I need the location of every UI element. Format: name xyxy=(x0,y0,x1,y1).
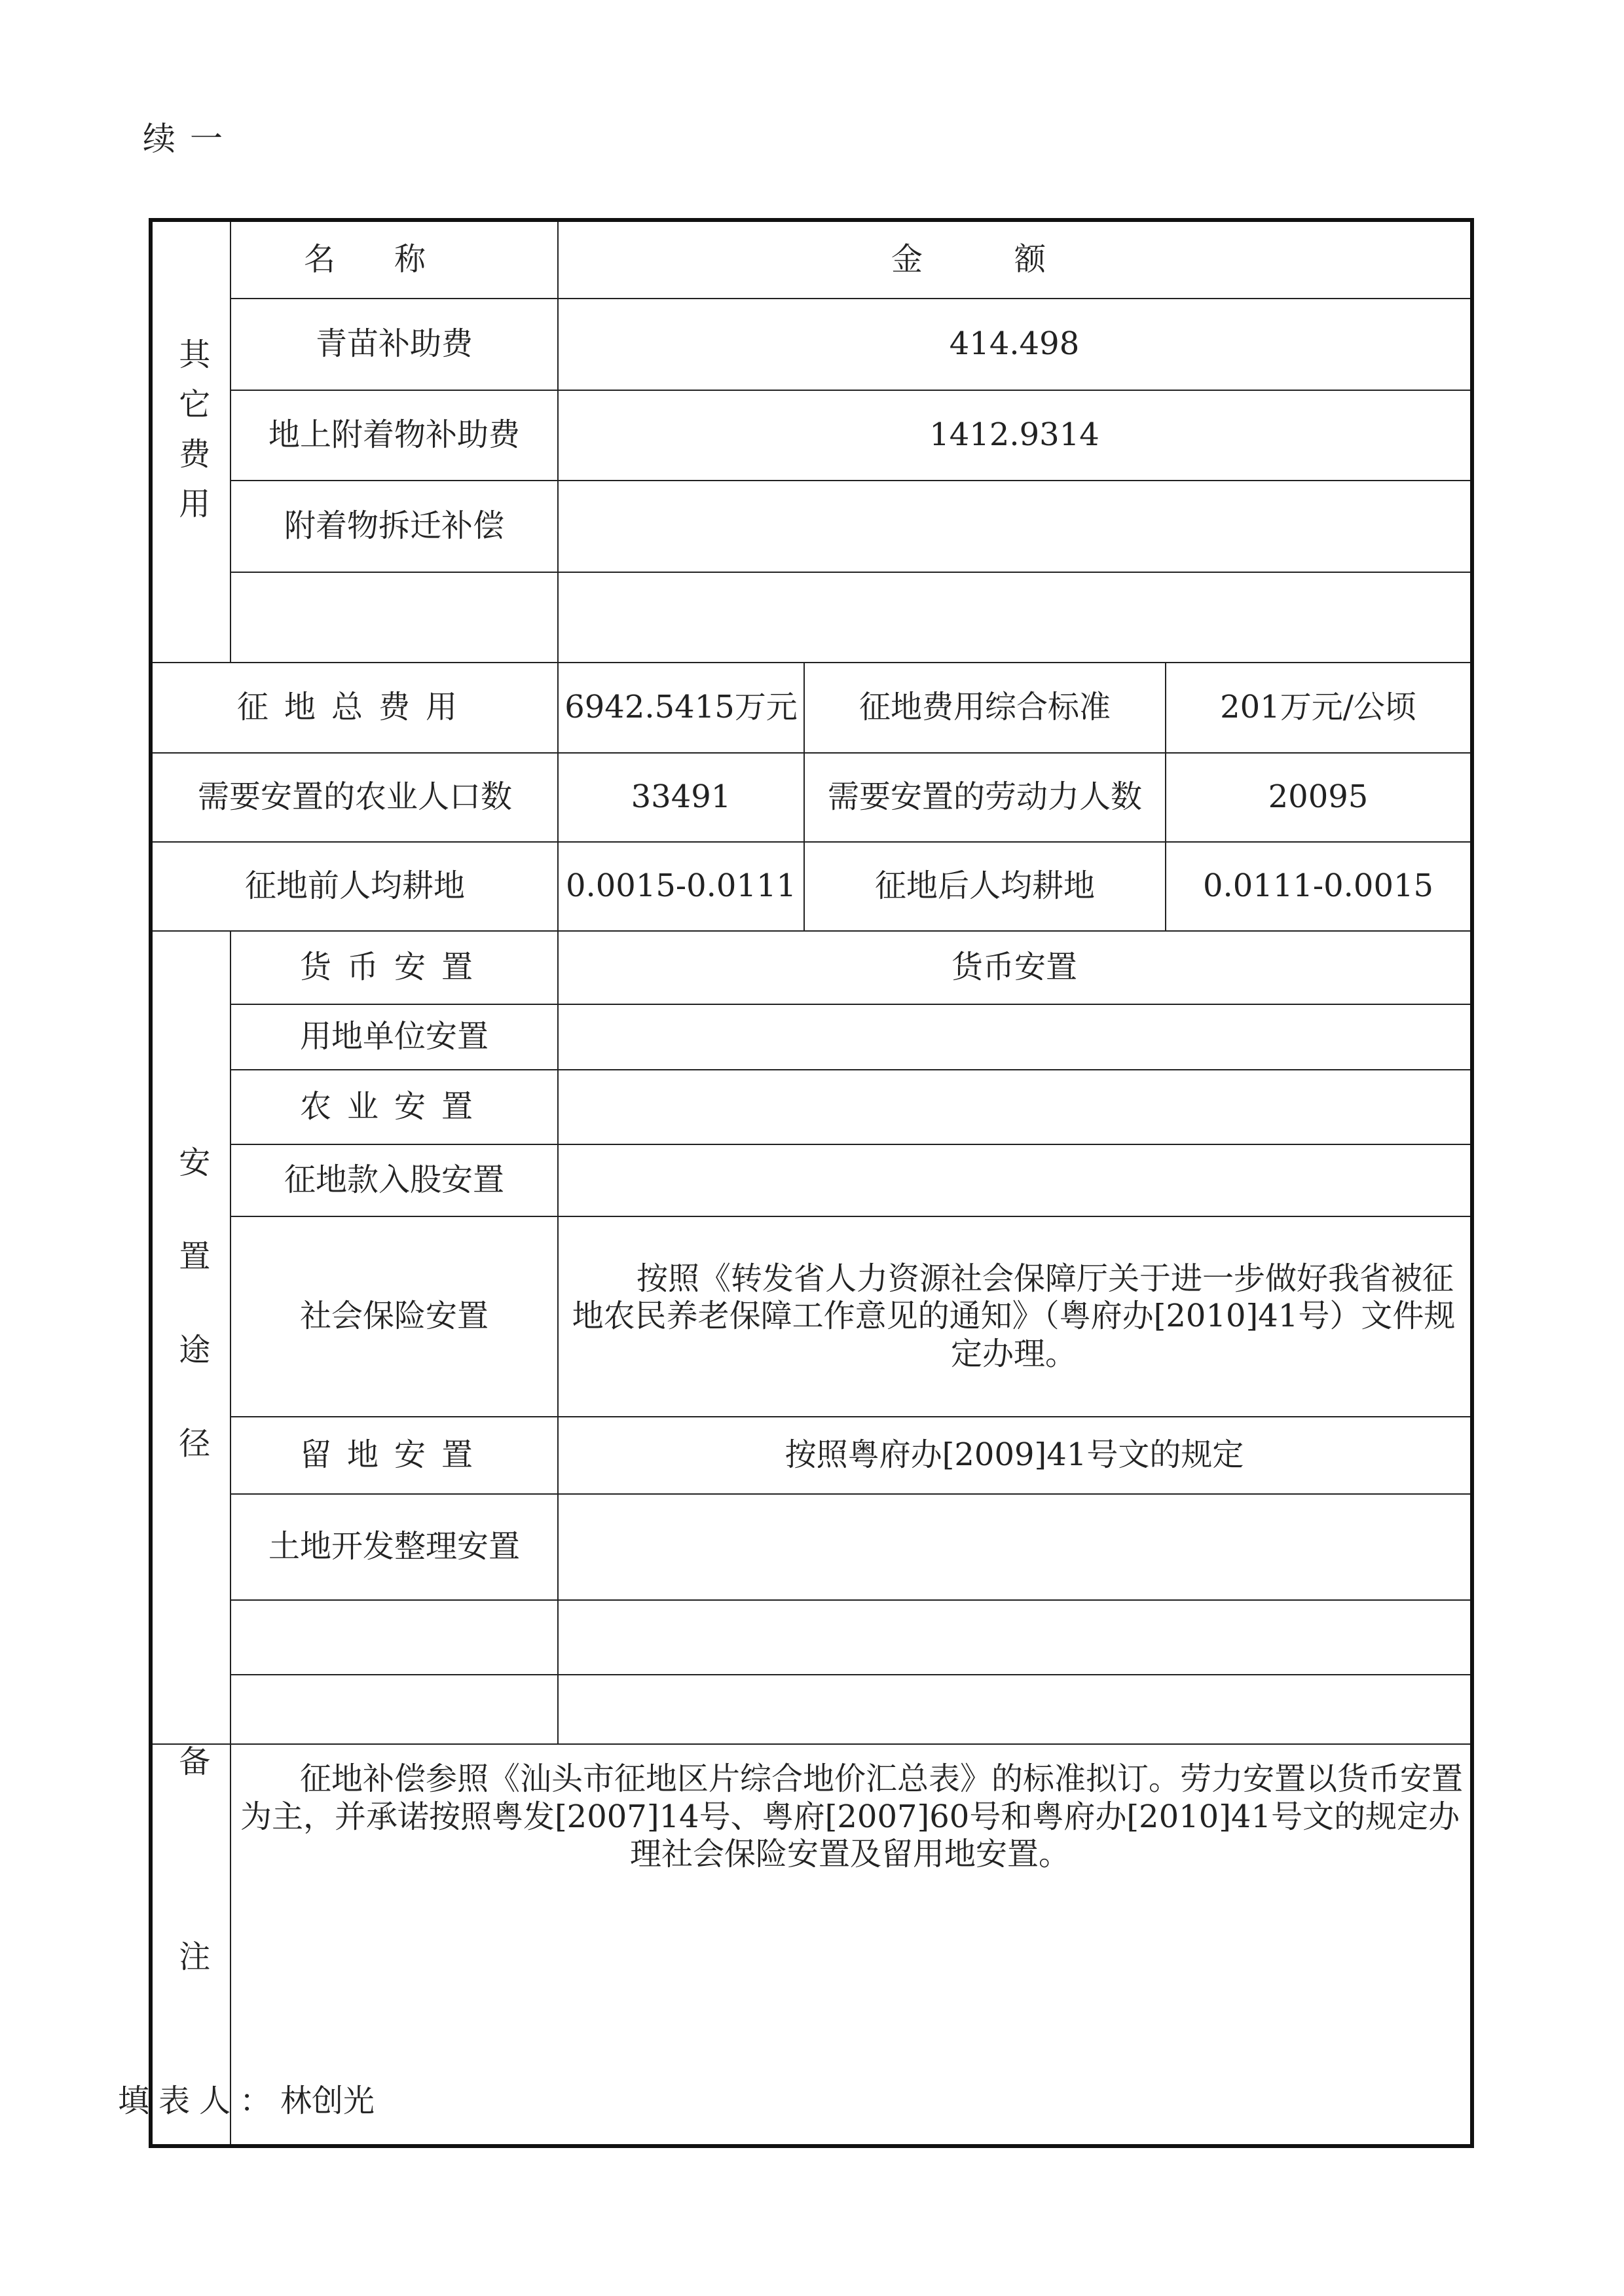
remarks-text: 征地补偿参照《汕头市征地区片综合地价汇总表》的标准拟订。劳力安置以货币安置为主，并承诺按照粤发[2007]14号、粤府[2007]60号和粤府办[2010]41号文的规定办理社会保险安置及留用地安置。 xyxy=(231,1744,1472,2146)
filler-name: 林创光 xyxy=(280,2083,375,2119)
resettle-value-3 xyxy=(558,1144,1472,1216)
fee-amount-0: 414.498 xyxy=(558,299,1472,390)
fee-name-2: 附着物拆迁补偿 xyxy=(231,481,558,572)
resettle-name-2: 农业安置 xyxy=(231,1070,558,1144)
farmland-after-value: 0.0111-0.0015 xyxy=(1166,842,1472,931)
resettle-value-1 xyxy=(558,1004,1472,1070)
standard-value: 201万元/公顷 xyxy=(1166,663,1472,753)
resettle-name-5: 留地安置 xyxy=(231,1417,558,1494)
resettlement-label: 安置途径 xyxy=(151,931,231,1744)
resettle-value-8 xyxy=(558,1675,1472,1744)
resettle-name-4: 社会保险安置 xyxy=(231,1216,558,1417)
farm-population-value: 33491 xyxy=(558,753,804,842)
total-cost-label: 征地总费用 xyxy=(151,663,558,753)
resettle-name-7 xyxy=(231,1600,558,1675)
fee-name-3 xyxy=(231,572,558,663)
filler-line xyxy=(118,2075,375,2121)
col-header-name: 名称 xyxy=(231,220,558,299)
resettle-value-7 xyxy=(558,1600,1472,1675)
resettle-name-0: 货币安置 xyxy=(231,931,558,1004)
remarks-label: 备注 xyxy=(151,1744,231,2146)
total-cost-value: 6942.5415万元 xyxy=(558,663,804,753)
farmland-before-value: 0.0015-0.0111 xyxy=(558,842,804,931)
resettle-value-4: 按照《转发省人力资源社会保障厅关于进一步做好我省被征地农民养老保障工作意见的通知》（粤府办[2010]41号）文件规定办理。 xyxy=(558,1216,1472,1417)
resettle-name-6: 土地开发整理安置 xyxy=(231,1494,558,1600)
resettle-value-6 xyxy=(558,1494,1472,1600)
fee-amount-3 xyxy=(558,572,1472,663)
resettle-value-2 xyxy=(558,1070,1472,1144)
page-header: 续一 xyxy=(143,120,237,158)
fee-name-1: 地上附着物补助费 xyxy=(231,390,558,481)
filler-label: 填表人： xyxy=(118,2083,281,2119)
labor-value: 20095 xyxy=(1166,753,1472,842)
col-header-amount: 金额 xyxy=(558,220,1472,299)
other-fees-label: 其它费用 xyxy=(151,220,231,663)
land-acquisition-table xyxy=(149,218,1474,2148)
resettle-name-8 xyxy=(231,1675,558,1744)
farmland-before-label: 征地前人均耕地 xyxy=(151,842,558,931)
resettle-name-3: 征地款入股安置 xyxy=(231,1144,558,1216)
farmland-after-label: 征地后人均耕地 xyxy=(804,842,1166,931)
labor-label: 需要安置的劳动力人数 xyxy=(804,753,1166,842)
standard-label: 征地费用综合标准 xyxy=(804,663,1166,753)
farm-population-label: 需要安置的农业人口数 xyxy=(151,753,558,842)
resettle-value-0: 货币安置 xyxy=(558,931,1472,1004)
resettle-value-5: 按照粤府办[2009]41号文的规定 xyxy=(558,1417,1472,1494)
fee-name-0: 青苗补助费 xyxy=(231,299,558,390)
fee-amount-2 xyxy=(558,481,1472,572)
resettle-name-1: 用地单位安置 xyxy=(231,1004,558,1070)
fee-amount-1: 1412.9314 xyxy=(558,390,1472,481)
